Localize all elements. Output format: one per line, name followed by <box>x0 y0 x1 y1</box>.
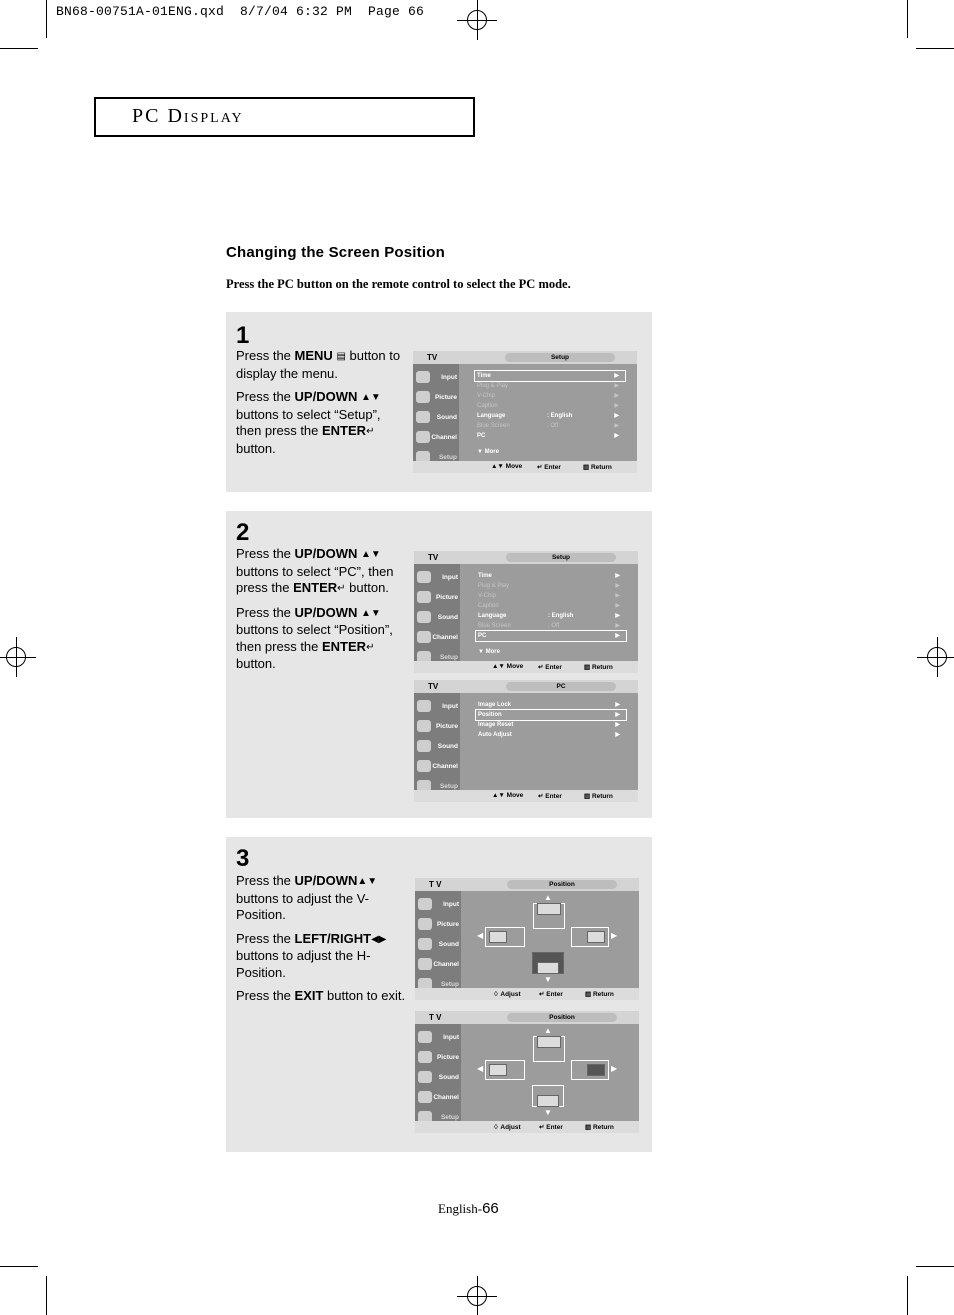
chevron-right-icon: ▶ <box>615 702 620 708</box>
osd-sidebar-item: Picture <box>435 594 458 601</box>
chevron-right-icon: ▶ <box>615 583 620 589</box>
osd-sidebar-item: Channel <box>433 961 459 968</box>
osd-menu-label: Image Lock <box>478 702 512 708</box>
down-arrow-icon: ▼ <box>544 975 552 984</box>
osd-menu-row <box>476 571 626 581</box>
osd-sidebar-icon <box>416 371 430 383</box>
osd-menu-label: Auto Adjust <box>478 732 512 738</box>
osd-sidebar-item: Channel <box>432 763 458 770</box>
step-number: 3 <box>236 845 250 872</box>
osd-sidebar-icon <box>418 918 432 930</box>
osd-menu-label: Caption <box>478 603 499 609</box>
osd-menu-label: Caption <box>477 403 498 409</box>
osd-footer-bar <box>414 661 638 673</box>
osd-sidebar <box>413 364 459 461</box>
osd-source-label: T V <box>429 1013 442 1022</box>
registration-mark <box>0 637 36 677</box>
crop-mark <box>0 1266 38 1267</box>
osd-menu-label: Language <box>478 613 507 619</box>
osd-sidebar-item: Sound <box>437 614 458 621</box>
osd-sidebar-icon <box>418 1031 432 1043</box>
osd-sidebar-item: Input <box>443 901 459 908</box>
position-box-bottom <box>537 962 559 974</box>
osd-sidebar-icon <box>417 571 431 583</box>
osd-footer-enter: ↵ Enter <box>539 991 563 998</box>
osd-menu-row <box>475 401 625 411</box>
position-box-top <box>537 1036 561 1048</box>
position-box-left <box>489 931 507 943</box>
crop-mark <box>907 0 908 38</box>
osd-menu-label: Blue Screen <box>477 423 510 429</box>
osd-sidebar-icon <box>418 898 432 910</box>
registration-mark <box>457 1276 497 1315</box>
chevron-right-icon: ▶ <box>614 393 619 399</box>
osd-sidebar-item: Setup <box>439 783 458 790</box>
position-box-right <box>587 1064 605 1076</box>
osd-sidebar-item: Sound <box>438 1074 459 1081</box>
osd-sidebar-item: Setup <box>438 454 457 461</box>
osd-menu-label: Image Reset <box>478 722 514 728</box>
position-box-top <box>537 903 561 915</box>
registration-mark <box>917 637 954 677</box>
osd-sidebar-item: Channel <box>432 634 458 641</box>
osd-footer-move: ▲▼ Move <box>492 792 524 799</box>
osd-menu-row <box>476 611 626 621</box>
osd-footer-return: ▥ Return <box>583 464 612 471</box>
osd-footer-enter: ↵ Enter <box>539 1124 563 1131</box>
osd-sidebar-item: Input <box>443 1034 459 1041</box>
osd-footer-return: ▥ Return <box>584 793 613 800</box>
osd-source-label: TV <box>428 553 439 562</box>
up-down-icon: ▲▼ <box>357 876 378 887</box>
osd-menu-list <box>475 371 625 441</box>
osd-footer-enter: ↵ Enter <box>538 793 562 800</box>
osd-footer-move: ▲▼ Move <box>491 463 523 470</box>
osd-more-label: ▼ More <box>477 449 499 455</box>
registration-mark <box>457 0 497 40</box>
osd-sidebar-icon <box>416 391 430 403</box>
up-arrow-icon: ▲ <box>544 1026 552 1035</box>
osd-sidebar-icon <box>417 720 431 732</box>
osd-menu-label: Position <box>478 712 502 718</box>
osd-menu-row <box>476 710 626 720</box>
osd-menu-list <box>476 571 626 641</box>
osd-menu-title: Position <box>507 880 617 889</box>
osd-footer-enter: ↵ Enter <box>538 664 562 671</box>
osd-sidebar-item: Picture <box>434 394 457 401</box>
page-title: PC DISPLAY <box>132 105 244 127</box>
osd-sidebar-icon <box>417 591 431 603</box>
osd-sidebar-item: Setup <box>440 1114 459 1121</box>
osd-footer-bar <box>413 461 637 473</box>
osd-footer-move: ▲▼ Move <box>492 663 524 670</box>
chevron-right-icon: ▶ <box>615 603 620 609</box>
osd-more-label: ▼ More <box>478 649 500 655</box>
osd-footer-bar <box>414 790 638 802</box>
chevron-right-icon: ▶ <box>615 593 620 599</box>
crop-mark <box>916 48 954 49</box>
right-arrow-icon: ▶ <box>611 931 618 940</box>
osd-sidebar-icon <box>416 411 430 423</box>
osd-menu-value: : Off <box>547 423 559 429</box>
crop-mark <box>916 1266 954 1267</box>
osd-menu-value: : Off <box>548 623 560 629</box>
osd-sidebar-item: Picture <box>435 723 458 730</box>
osd-menu-value: : English <box>548 613 574 619</box>
osd-menu-label: Language <box>477 413 506 419</box>
osd-footer-return: ▥ Return <box>585 991 614 998</box>
chevron-right-icon: ▶ <box>615 613 620 619</box>
osd-source-label: TV <box>428 682 439 691</box>
osd-menu-row <box>476 581 626 591</box>
osd-sidebar-item: Picture <box>436 921 459 928</box>
osd-sidebar <box>414 564 460 661</box>
osd-menu-label: V-Chip <box>478 593 497 599</box>
osd-menu-label: PC <box>478 633 487 639</box>
osd-menu-label: Plug & Play <box>478 583 510 589</box>
osd-sidebar-icon <box>418 938 432 950</box>
left-arrow-icon: ◀ <box>477 931 484 940</box>
tv-menu-position-v-screen <box>415 878 639 1000</box>
chevron-right-icon: ▶ <box>615 633 620 639</box>
osd-sidebar-item: Input <box>441 374 457 381</box>
osd-menu-label: Time <box>478 573 492 579</box>
chevron-right-icon: ▶ <box>614 383 619 389</box>
enter-icon: ↵ <box>337 583 346 594</box>
tv-menu-setup-screen <box>413 351 637 473</box>
step-instructions: Press the UP/DOWN ▲▼ buttons to select “PC”, then press the ENTER↵ button. Press the UP/DOWN ▲▼ buttons to select “Position”, then press the ENTER↵ button. <box>236 546 394 671</box>
osd-menu-row <box>475 391 625 401</box>
osd-footer-move: ♢ Adjust <box>493 991 521 998</box>
crop-mark <box>0 48 38 49</box>
osd-sidebar <box>414 693 460 790</box>
tv-menu-pc-screen <box>414 680 638 802</box>
osd-menu-row <box>475 411 625 421</box>
page-number: 66 <box>482 1200 499 1217</box>
position-box-right <box>587 931 605 943</box>
chevron-right-icon: ▶ <box>614 413 619 419</box>
chevron-right-icon: ▶ <box>615 732 620 738</box>
osd-sidebar-icon <box>418 958 432 970</box>
osd-source-label: TV <box>427 353 438 362</box>
up-down-icon: ▲▼ <box>361 549 381 560</box>
right-arrow-icon: ▶ <box>611 1064 618 1073</box>
osd-sidebar-icon <box>416 431 430 443</box>
up-down-icon: ▲▼ <box>361 607 381 619</box>
osd-menu-row <box>476 730 626 740</box>
chevron-right-icon: ▶ <box>614 373 619 379</box>
osd-menu-row <box>476 720 626 730</box>
osd-footer-move: ♢ Adjust <box>493 1124 521 1131</box>
crop-mark <box>907 1276 908 1315</box>
osd-sidebar-item: Setup <box>439 654 458 661</box>
osd-menu-row <box>476 601 626 611</box>
osd-sidebar-icon <box>417 700 431 712</box>
osd-footer-bar <box>415 1121 639 1133</box>
osd-sidebar-icon <box>418 1051 432 1063</box>
osd-footer-return: ▥ Return <box>584 664 613 671</box>
step-instructions: Press the UP/DOWN▲▼ buttons to adjust the V-Position. Press the LEFT/RIGHT◀▶ buttons to adjust the H-Position. Press the EXIT button to exit. <box>236 873 406 1003</box>
left-arrow-icon: ◀ <box>477 1064 484 1073</box>
step-number: 2 <box>236 519 250 546</box>
osd-sidebar-item: Channel <box>431 434 457 441</box>
intro-text: Press the PC button on the remote control to select the PC mode. <box>226 277 571 291</box>
osd-menu-title: Position <box>507 1013 617 1022</box>
osd-sidebar-icon <box>418 1091 432 1103</box>
tv-menu-position-h-screen <box>415 1011 639 1133</box>
chevron-right-icon: ▶ <box>614 403 619 409</box>
chevron-right-icon: ▶ <box>614 423 619 429</box>
osd-menu-label: Blue Screen <box>478 623 511 629</box>
chevron-right-icon: ▶ <box>615 722 620 728</box>
osd-sidebar <box>415 891 461 988</box>
enter-icon: ↵ <box>366 641 375 653</box>
osd-sidebar-item: Picture <box>436 1054 459 1061</box>
osd-menu-list <box>476 700 626 740</box>
left-right-icon: ◀▶ <box>371 933 387 945</box>
osd-menu-label: Time <box>477 373 491 379</box>
step-instructions: Press the MENU ▤ button to display the menu. Press the UP/DOWN ▲▼ buttons to select “Setup”, then press the ENTER↵ button. <box>236 348 401 456</box>
chevron-right-icon: ▶ <box>615 573 620 579</box>
osd-menu-row <box>475 371 625 381</box>
osd-footer-enter: ↵ Enter <box>537 464 561 471</box>
print-header: BN68-00751A-01ENG.qxd 8/7/04 6:32 PM Page 66 <box>56 4 425 19</box>
tv-menu-setup-pc-screen <box>414 551 638 673</box>
osd-menu-label: PC <box>477 433 486 439</box>
osd-footer-return: ▥ Return <box>585 1124 614 1131</box>
step-number: 1 <box>236 322 250 349</box>
osd-sidebar <box>415 1024 461 1121</box>
osd-sidebar-item: Setup <box>440 981 459 988</box>
chevron-right-icon: ▶ <box>614 433 619 439</box>
enter-icon: ↵ <box>366 426 375 437</box>
section-title: Changing the Screen Position <box>226 244 445 261</box>
down-arrow-icon: ▼ <box>544 1108 552 1117</box>
osd-sidebar-item: Input <box>442 703 458 710</box>
osd-menu-row <box>476 621 626 631</box>
chevron-right-icon: ▶ <box>615 623 620 629</box>
osd-sidebar-item: Sound <box>436 414 457 421</box>
osd-menu-row <box>475 421 625 431</box>
osd-menu-row <box>476 631 626 641</box>
menu-icon: ▤ <box>336 351 346 362</box>
osd-sidebar-item: Input <box>442 574 458 581</box>
osd-sidebar-item: Channel <box>433 1094 459 1101</box>
osd-menu-row <box>476 591 626 601</box>
position-box-left <box>489 1064 507 1076</box>
osd-menu-label: Plug & Play <box>477 383 509 389</box>
up-arrow-icon: ▲ <box>544 893 552 902</box>
crop-mark <box>46 0 47 38</box>
osd-source-label: T V <box>429 880 442 889</box>
osd-menu-title: PC <box>506 682 616 691</box>
osd-menu-row <box>475 381 625 391</box>
crop-mark <box>46 1276 47 1315</box>
osd-sidebar-icon <box>417 631 431 643</box>
osd-menu-label: V-Chip <box>477 393 496 399</box>
osd-sidebar-icon <box>418 1071 432 1083</box>
osd-menu-value: : English <box>547 413 573 419</box>
position-box-bottom <box>537 1095 559 1107</box>
osd-footer-bar <box>415 988 639 1000</box>
osd-sidebar-icon <box>417 611 431 623</box>
osd-menu-title: Setup <box>506 553 616 562</box>
osd-sidebar-icon <box>417 760 431 772</box>
osd-sidebar-item: Sound <box>437 743 458 750</box>
osd-menu-row <box>475 431 625 441</box>
osd-menu-title: Setup <box>505 353 615 362</box>
osd-sidebar-icon <box>417 740 431 752</box>
up-down-icon: ▲▼ <box>361 392 381 403</box>
osd-menu-row <box>476 700 626 710</box>
page-footer: English-66 <box>438 1200 499 1217</box>
osd-sidebar-item: Sound <box>438 941 459 948</box>
chevron-right-icon: ▶ <box>615 712 620 718</box>
